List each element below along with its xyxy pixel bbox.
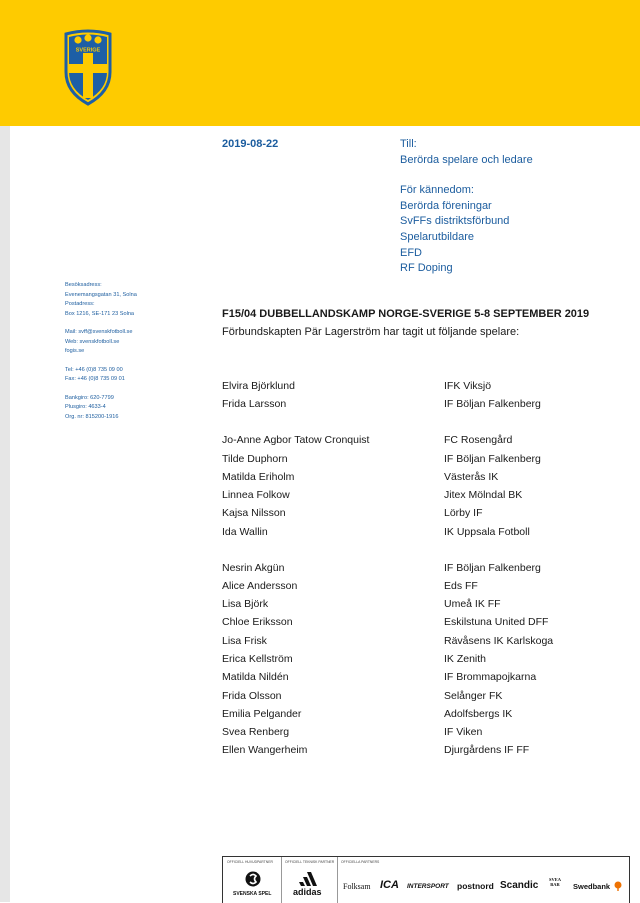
contact-line: Mail: svff@svenskfotboll.se: [65, 329, 133, 335]
cc-recipient: EFD: [400, 246, 422, 259]
player-row: [222, 523, 582, 541]
sponsor-footer: [222, 856, 630, 903]
address-line: Postadress:: [65, 301, 95, 307]
player-name: Nesrin Akgün: [222, 561, 285, 574]
player-name: Lisa Björk: [222, 598, 269, 611]
player-name: Linnea Folkow: [222, 489, 290, 502]
svenska-spel-icon: [245, 871, 261, 887]
cc-recipient: Spelarutbildare: [400, 230, 474, 243]
player-club: IF Viken: [444, 726, 483, 739]
main-partner-column: [223, 857, 282, 903]
sponsor-logo-folksam: Folksam: [343, 882, 371, 891]
sponsor-logo-postnord: postnord: [457, 881, 494, 891]
player-name: Elvira Björklund: [222, 380, 295, 393]
sponsor-logo-adidas: adidas: [293, 887, 322, 897]
sponsor-logo-swedbank: Swedbank: [573, 882, 611, 891]
player-club: IF Böljan Falkenberg: [444, 452, 541, 465]
player-row: [222, 632, 582, 650]
player-name: Lisa Frisk: [222, 634, 267, 647]
player-row: [222, 650, 582, 668]
player-row: [222, 668, 582, 686]
player-name: Tilde Duphorn: [222, 452, 288, 465]
player-club: Västerås IK: [444, 470, 499, 483]
player-row: [222, 686, 582, 704]
contact-line: fogis.se: [65, 348, 85, 354]
cc-label: För kännedom:: [400, 184, 474, 197]
player-name: Erica Kellström: [222, 653, 293, 665]
cc-recipient: RF Doping: [400, 262, 453, 275]
bank-line: Plusgiro: 4633-4: [65, 404, 106, 410]
player-name: Chloe Eriksson: [222, 616, 293, 629]
player-club: IFK Viksjö: [444, 380, 492, 393]
player-name: Ellen Wangerheim: [222, 744, 308, 757]
header-banner: [0, 0, 640, 126]
phone-line: Tel: +46 (0)8 735 09 00: [65, 366, 123, 373]
player-club: IK Zenith: [444, 653, 487, 665]
player-club: Umeå IK FF: [444, 598, 501, 611]
player-row: [222, 558, 582, 576]
player-row: [222, 449, 582, 467]
player-row: [222, 613, 582, 631]
adidas-stripes-icon: [299, 872, 321, 886]
player-club: Eds FF: [444, 579, 478, 592]
player-row: [222, 468, 582, 486]
address-line: Besöksadress:: [65, 282, 102, 288]
player-club: Rävåsens IK Karlskoga: [444, 634, 554, 647]
contact-line: Web: svenskfotboll.se: [65, 338, 120, 345]
to-label: Till:: [400, 138, 417, 150]
player-row: [222, 395, 582, 413]
crest-text: SVERIGE: [75, 47, 101, 54]
player-club: Eskilstuna United DFF: [444, 616, 549, 629]
player-name: Matilda Eriholm: [222, 470, 295, 483]
partners-column: [337, 857, 629, 903]
player-row: [222, 577, 582, 595]
player-name: Jo-Anne Agbor Tatow Cronquist: [222, 434, 370, 447]
player-row: [222, 431, 582, 449]
player-row: [222, 486, 582, 504]
player-name: Ida Wallin: [222, 525, 268, 538]
sponsor-logo-svenska-spel: SVENSKA SPEL: [233, 891, 272, 897]
address-line: Box 1216, SE-171 23 Solna: [65, 310, 135, 317]
player-row: [222, 595, 582, 613]
document-subtitle: Förbundskapten Pär Lagerström har tagit ut följande spelare:: [222, 326, 520, 338]
page-edge: [0, 126, 10, 902]
player-club: Djurgårdens IF FF: [444, 744, 530, 757]
player-name: Svea Renberg: [222, 726, 290, 739]
swedbank-oak-icon: [613, 881, 623, 891]
player-club: IF Böljan Falkenberg: [444, 398, 541, 411]
player-club: Adolfsbergs IK: [444, 707, 513, 720]
player-club: Lörby IF: [444, 507, 483, 520]
svff-crest-logo: [62, 26, 114, 106]
player-club: Jitex Mölndal BK: [444, 489, 523, 502]
address-line: Evenemangsgatan 31, Solna: [65, 291, 137, 298]
document-title: F15/04 DUBBELLANDSKAMP NORGE-SVERIGE 5-8 SEPTEMBER 2019: [222, 308, 590, 320]
player-row: [222, 705, 582, 723]
sponsor-logo-svea-bar: SVEA BAR: [548, 877, 561, 887]
contact-sidebar: [65, 281, 137, 422]
player-club: IF Böljan Falkenberg: [444, 561, 541, 574]
player-name: Frida Olsson: [222, 689, 282, 702]
footer-column-header: OFFICIELL TEKNISK PARTNER: [285, 860, 335, 864]
sponsor-logo-intersport: INTERSPORT: [407, 883, 449, 890]
player-club: IK Uppsala Fotboll: [444, 525, 530, 538]
footer-column-header: OFFICIELL HUVUDPARTNER: [227, 860, 273, 864]
player-row: [222, 504, 582, 522]
player-row: [222, 723, 582, 741]
player-row: [222, 741, 582, 759]
player-name: Kajsa Nilsson: [222, 507, 286, 520]
player-name: Emilia Pelgander: [222, 707, 302, 720]
to-recipient: Berörda spelare och ledare: [400, 153, 533, 166]
letter-date: 2019-08-22: [222, 138, 279, 150]
bank-line: Org. nr: 815200-1916: [65, 413, 119, 420]
player-club: IF Brommapojkarna: [444, 671, 537, 684]
cc-recipient: SvFFs distriktsförbund: [400, 215, 510, 228]
player-club: FC Rosengård: [444, 434, 513, 447]
sponsor-logo-scandic: Scandic: [500, 880, 539, 891]
recipients-block: [400, 137, 533, 277]
player-row: [222, 377, 582, 395]
player-club: Selånger FK: [444, 689, 503, 702]
player-name: Frida Larsson: [222, 398, 287, 411]
phone-line: Fax: +46 (0)8 735 09 01: [65, 376, 125, 382]
player-list: [222, 377, 582, 760]
player-name: Matilda Nildén: [222, 671, 289, 684]
footer-column-header: OFFICIELLA PARTNERS: [341, 860, 380, 864]
bank-line: Bankgiro: 620-7799: [65, 394, 114, 401]
player-name: Alice Andersson: [222, 579, 298, 592]
sponsor-logo-ica: ICA: [380, 879, 399, 891]
cc-recipient: Berörda föreningar: [400, 199, 492, 212]
technical-partner-column: [281, 857, 338, 903]
